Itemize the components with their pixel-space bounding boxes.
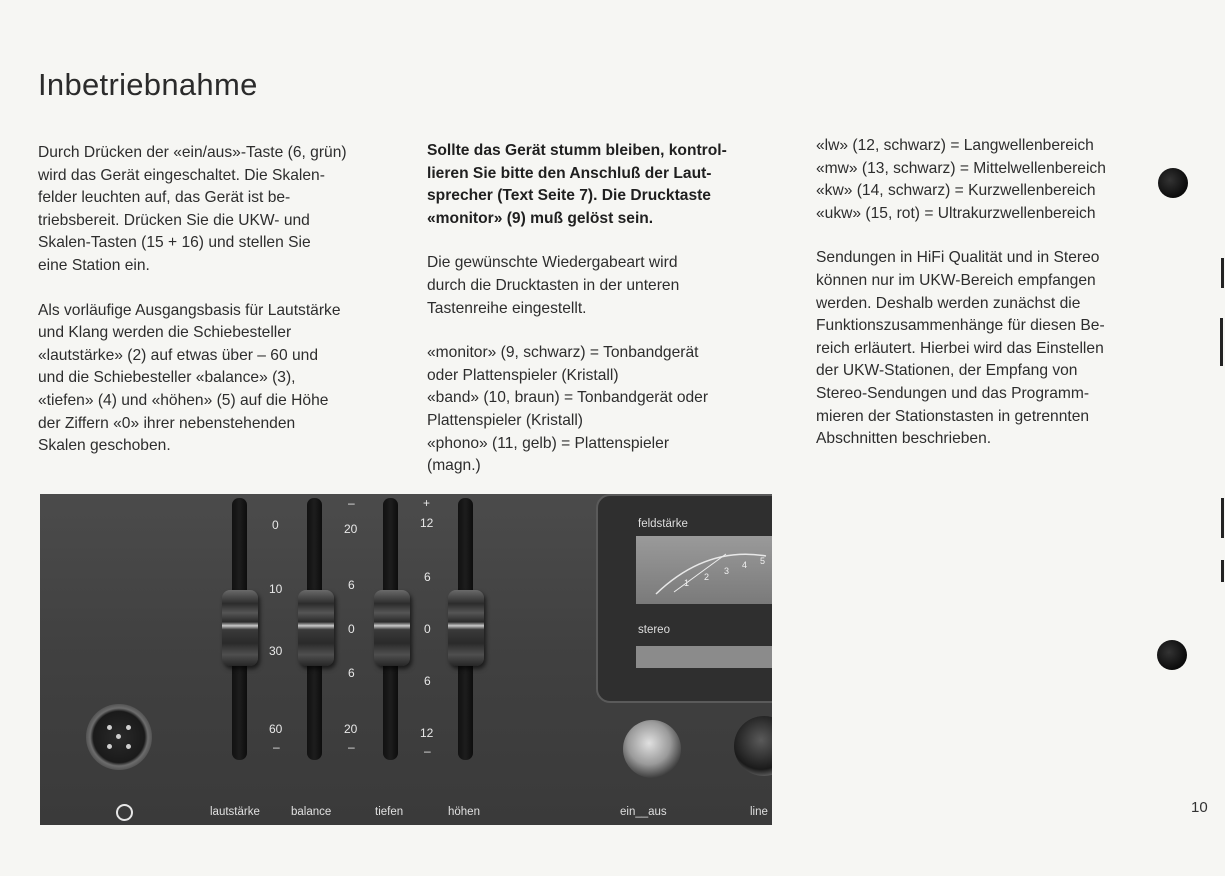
text-column-3: [816, 135, 1161, 473]
fader-knob-tiefen[interactable]: [374, 590, 410, 666]
scale-tone-6-bottom: 6: [424, 674, 431, 688]
edge-mark: [1221, 258, 1224, 288]
fader-knob-lautstaerke[interactable]: [222, 590, 258, 666]
label-line: line: [750, 806, 768, 818]
scale-balance-minus-bottom: –: [348, 740, 355, 754]
binder-hole-top: [1158, 168, 1188, 198]
label-lautstaerke: lautstärke: [210, 806, 260, 818]
scale-tone-plus: +: [423, 496, 431, 510]
edge-mark: [1220, 318, 1223, 366]
scale-balance-6-bottom: 6: [348, 666, 355, 680]
label-stereo: stereo: [638, 624, 670, 636]
scale-lautstaerke-30: 30: [269, 644, 283, 658]
scale-balance-minus-top: –: [348, 496, 355, 510]
scale-balance-6-top: 6: [348, 578, 355, 592]
edge-mark: [1221, 498, 1224, 538]
scale-lautstaerke-0: 0: [272, 518, 279, 532]
meter-tick-2: 2: [704, 572, 710, 582]
scale-balance-20-bottom: 20: [344, 722, 358, 736]
scale-tone-minus: –: [424, 744, 431, 758]
text-column-1: [38, 142, 398, 480]
scale-tone-12-bottom: 12: [420, 726, 434, 740]
fader-knob-balance[interactable]: [298, 590, 334, 666]
meter-scale: [636, 536, 772, 604]
paragraph-mute-warning: Sollte das Gerät stumm bleiben, kontrol- lieren Sie bitte den Anschluß der Laut- sprecher (Text Seite 7). Die Drucktaste «monitor» (9) muß gelöst sein.: [427, 142, 727, 227]
scale-lautstaerke-60: 60: [269, 722, 283, 736]
scale-tone-0: 0: [424, 622, 431, 636]
edge-mark: [1221, 560, 1224, 582]
label-ein-aus: ein__aus: [620, 806, 667, 818]
binder-hole-bottom: [1157, 640, 1187, 670]
scale-balance-20-top: 20: [344, 522, 358, 536]
fader-knob-hoehen[interactable]: [448, 590, 484, 666]
paragraph-band-list: «lw» (12, schwarz) = Langwellenbereich «mw» (13, schwarz) = Mittelwellenbereich «kw» (14, schwarz) = Kurzwellenbereich «ukw» (15, rot) = Ultrakurzwellenbereich: [816, 137, 1106, 222]
stereo-indicator: [636, 646, 772, 668]
paragraph-ukw-explanation: Sendungen in HiFi Qualität und in Stereo können nur im UKW-Bereich empfangen werden. Deshalb werden zunächst die Funktionszusammenhänge für diesen Be- reich erläutert. Hierbei wird das Einstellen der UKW-Stationen, der Empfang von Stereo-Sendungen und das Programm- mieren der Stationstasten in getrennten Abschnitten beschrieben.: [816, 249, 1105, 448]
scale-tone-12-top: 12: [420, 516, 434, 530]
din-socket: [86, 704, 152, 770]
device-photo: [40, 494, 772, 825]
label-hoehen: höhen: [448, 806, 480, 818]
scale-lautstaerke-10: 10: [269, 582, 283, 596]
scale-lautstaerke-minus: –: [273, 740, 280, 754]
meter-tick-4: 4: [742, 560, 748, 570]
paragraph-playback-mode: Die gewünschte Wiedergabeart wird durch die Drucktasten in der unteren Tastenreihe eingestellt.: [427, 254, 680, 317]
label-feldstaerke: feldstärke: [638, 518, 688, 530]
scale-tone-6-top: 6: [424, 570, 431, 584]
paragraph-initial-settings: Als vorläufige Ausgangsbasis für Lautstärke und Klang werden die Schiebesteller «lautstärke» (2) auf etwas über – 60 und und die Schiebesteller «balance» (3), «tiefen» (4) und «höhen» (5) auf die Höhe der Ziffern «0» ihrer nebenstehenden Skalen geschoben.: [38, 301, 341, 455]
scale-balance-0: 0: [348, 622, 355, 636]
label-tiefen: tiefen: [375, 806, 404, 818]
page-number: 10: [1191, 799, 1208, 816]
meter-tick-5: 5: [760, 556, 766, 566]
label-balance: balance: [291, 806, 332, 818]
line-button[interactable]: [734, 716, 772, 776]
paragraph-power-on: Durch Drücken der «ein/aus»-Taste (6, grün) wird das Gerät eingeschaltet. Die Skalen- felder leuchten auf, das Gerät ist be- triebsbereit. Drücken Sie die UKW- und Skalen-Tasten (15 + 16) und stellen Sie eine Station ein.: [38, 144, 347, 274]
meter-tick-1: 1: [684, 578, 690, 588]
paragraph-button-list: «monitor» (9, schwarz) = Tonbandgerät oder Plattenspieler (Kristall) «band» (10, braun) = Tonbandgerät oder Plattenspieler (Kristall) «phono» (11, gelb) = Plattenspieler (magn.): [427, 344, 709, 475]
meter-tick-3: 3: [724, 566, 730, 576]
power-icon: [116, 804, 133, 821]
power-button[interactable]: [623, 720, 681, 778]
text-column-2: [427, 140, 772, 500]
page-title: Inbetriebnahme: [38, 66, 258, 102]
